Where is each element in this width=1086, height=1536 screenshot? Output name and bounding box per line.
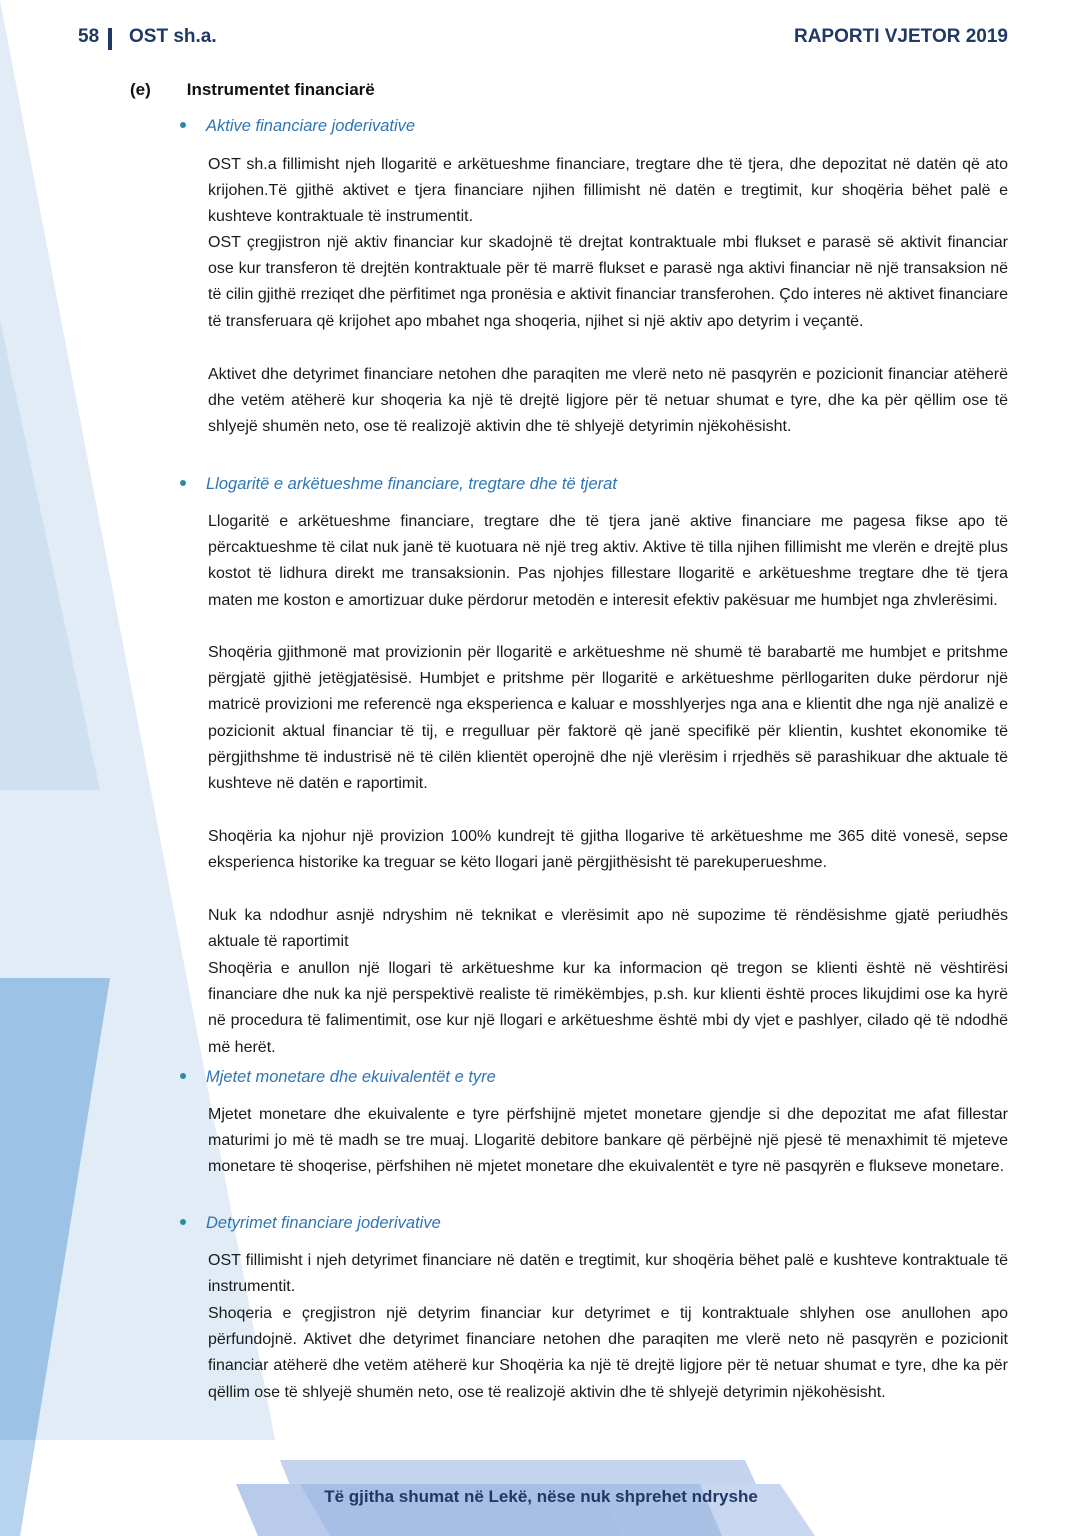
- subsection-title: Llogaritë e arkëtueshme financiare, tregtare dhe të tjerat: [206, 475, 617, 493]
- paragraph: Nuk ka ndodhur asnjë ndryshim në teknikat e vlerësimit apo në supozime të rëndësishme gjatë periudhës aktuale të raportimit: [208, 907, 1008, 951]
- paragraph: Shoqeria e çregjistron një detyrim financiar kur detyrimet e tij kontraktuale shlyhen ose anullohen apo përfundojnë. Aktivet dhe detyrimet financiare netohen dhe paraqiten me vlerë neto në pasqyrën e pozicionit financiar atëherë dhe vetëm atëherë kur Shoqëria ka një të drejtë ligjore për të netuar shumat e tyre, dhe ka për qëllim ose të shlyejë shumën neto, ose të realizojë aktivin dhe të shlyejë detyrimin njëkohësisht.: [208, 1305, 1008, 1401]
- subsection-heading: [180, 117, 415, 136]
- paragraph: Llogaritë e arkëtueshme financiare, tregtare dhe të tjera janë aktive financiare me pagesa fikse apo të përcaktueshme të cilat nuk janë të kuotuara në një treg aktiv. Aktive të tilla njihen fillimisht me vlerën e drejtë plus kostot të lidhura direkt me transaksionin. Pas njohjes fillestare llogaritë e arkëtueshme tregtare dhe të tjera maten me koston e amortizuar duke përdorur metodën e interesit efektiv pakësuar me humbjet nga zhvlerësimi.: [208, 513, 1008, 609]
- paragraph: Aktivet dhe detyrimet financiare netohen dhe paraqiten me vlerë neto në pasqyrën e pozicionit financiar atëherë dhe vetëm atëherë kur shoqeria ka një të drejtë ligjore për të netuar shumat e tyre, dhe ka për qëllim ose të shlyejë shumën neto, ose të realizojë aktivin dhe të shlyejë detyrimin njëkohësisht.: [208, 366, 1008, 436]
- footer-note: Të gjitha shumat në Lekë, nëse nuk shprehet ndryshe: [324, 1487, 758, 1506]
- company-name: OST sh.a.: [129, 26, 217, 47]
- page-header: [78, 26, 1008, 54]
- paragraph: OST sh.a fillimisht njeh llogaritë e arkëtueshme financiare, tregtare dhe të tjera, dhe depozitat në datën që ato krijohen.Të gjithë aktivet e tjera financiare njihen fillimisht në datën e tregtimit, kur shoqëria bëhet palë e kushteve kontraktuale të instrumentit.: [208, 156, 1008, 226]
- subsection-heading: [180, 1214, 441, 1233]
- subsection-heading: [180, 1068, 496, 1087]
- bullet-icon: [180, 1219, 186, 1225]
- subsection-heading: [180, 475, 617, 494]
- paragraph: Shoqëria e anullon një llogari të arkëtueshme kur ka informacion që tregon se klienti është në vështirësi financiare dhe nuk ka një perspektivë realiste të rimëkëmbjes, p.sh. kur klienti është proces likujdimi ose ka hyrë në procedura të falimentimit, ose kur një llogari e arkëtueshme është mbi dy vjet e pashlyer, cilado që të ndodhë më herët.: [208, 960, 1008, 1056]
- paragraph: Shoqëria gjithmonë mat provizionin për llogaritë e arkëtueshme në shumë të barabartë me humbjet e pritshme përgjatë gjithë jetëgjatësisë. Humbjet e pritshme për llogaritë e arkëtueshme përllogariten duke përdorur një matricë provizioni me referencë nga eksperienca e kaluar e mosshlyerjes nga ana e klientit dhe nga një analizë e pozicionit aktual financiar të tij, e rregulluar për faktorë që janë specifikë për klientin, kushtet ekonomike të përgjithshme të industrisë në të cilën klientët operojnë dhe një vlerësim i rrjedhës së parashikuar dhe aktuale të kushteve në datën e raportimit.: [208, 644, 1008, 793]
- bullet-icon: [180, 480, 186, 486]
- header-divider: [108, 28, 112, 50]
- subsection-title: Detyrimet financiare joderivative: [206, 1214, 441, 1232]
- bullet-icon: [180, 122, 186, 128]
- bullet-icon: [180, 1073, 186, 1079]
- paragraph: Mjetet monetare dhe ekuivalente e tyre përfshijnë mjetet monetare gjendje si dhe depozitat me afat fillestar maturimi jo më të madh se tre muaj. Llogaritë debitore bankare që përbëjnë një pjesë të menaxhimit të mjeteve monetare të shoqerise, përfshihen në mjetet monetare dhe ekuivalentët e tyre në pasqyrën e flukseve monetare.: [208, 1106, 1008, 1176]
- paragraph: Shoqëria ka njohur një provizion 100% kundrejt të gjitha llogarive të arkëtueshme me 365 ditë vonesë, sepse eksperienca historike ka treguar se këto llogari janë përgjithësisht të parekuperueshme.: [208, 828, 1008, 872]
- section-label: (e): [130, 80, 151, 99]
- page-footer: [0, 1487, 1086, 1507]
- section-heading: [130, 80, 375, 100]
- subsection-title: Aktive financiare joderivative: [206, 117, 416, 135]
- subsection-title: Mjetet monetare dhe ekuivalentët e tyre: [206, 1068, 496, 1086]
- report-title: RAPORTI VJETOR 2019: [793, 26, 1008, 47]
- section-title: Instrumentet financiarë: [186, 80, 375, 99]
- page-number: 58: [78, 26, 100, 47]
- paragraph: OST fillimisht i njeh detyrimet financiare në datën e tregtimit, kur shoqëria bëhet palë e kushteve kontraktuale të instrumentit.: [208, 1252, 1008, 1296]
- paragraph: OST çregjistron një aktiv financiar kur skadojnë të drejtat kontraktuale mbi flukset e parasë së aktivit financiar ose kur transferon të drejtën kontraktuale për të marrë flukset e parasë nga aktivi financiar në një transaksion në të cilin gjithë rreziqet dhe përfitimet nga pronësia e aktivit financiar transferohen. Çdo interes në aktivet financiare të transferuara që krijohet apo mbahet nga shoqeria, njihet si një aktiv apo detyrim i veçantë.: [208, 234, 1008, 330]
